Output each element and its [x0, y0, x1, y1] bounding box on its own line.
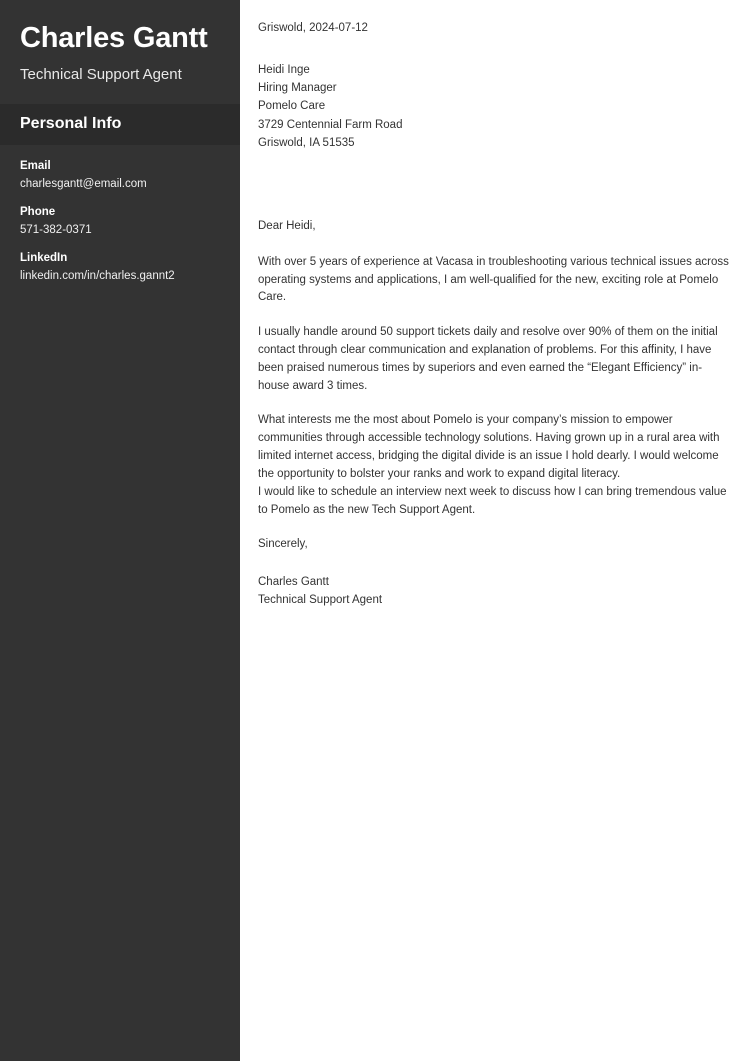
candidate-name: Charles Gantt — [20, 22, 208, 54]
sidebar-header — [0, 0, 240, 104]
signature-title: Technical Support Agent — [258, 594, 383, 607]
recipient-role: Hiring Manager — [258, 82, 337, 95]
contact-item-email — [20, 159, 220, 192]
phone-label: Phone — [20, 206, 56, 219]
place-and-date: Griswold, 2024-07-12 — [258, 22, 368, 34]
email-label: Email — [20, 160, 51, 173]
recipient-name: Heidi Inge — [258, 64, 310, 77]
salutation: Dear Heidi, — [258, 219, 316, 232]
linkedin-label: LinkedIn — [20, 252, 68, 265]
letter-paragraph-2: I usually handle around 50 support tickets daily and resolve over 90% of them on the initial contact through clear communication and explanation of problems. For this affinity, I have been praised numerous times by superiors and even earned the “Elegant Efficiency” in-house award 3 times. — [258, 326, 718, 392]
recipient-city-state-zip: Griswold, IA 51535 — [258, 136, 355, 149]
contact-item-phone — [20, 205, 220, 238]
spacer — [258, 37, 732, 61]
phone-value[interactable]: 571-382-0371 — [20, 224, 92, 237]
contact-list — [0, 145, 240, 284]
letter-body — [240, 0, 750, 1061]
letter-paragraph-3: What interests me the most about Pomelo is your company’s mission to empower communities through accessible technology solutions. Having grown up in a rural area with limited internet access, bridging the digital divide is an issue I hold dearly. I would welcome the opportunity to bolster your ranks and work to expand digital literacy. — [258, 414, 720, 480]
spacer — [258, 152, 732, 218]
letter-paragraph-4: I would like to schedule an interview next week to discuss how I can bring tremendous value to Pomelo as the new Tech Support Agent. — [258, 485, 727, 516]
linkedin-value[interactable]: linkedin.com/in/charles.gannt2 — [20, 270, 175, 283]
signature-name: Charles Gantt — [258, 576, 329, 589]
contact-item-linkedin — [20, 251, 220, 284]
letter-paragraph-1: With over 5 years of experience at Vacasa in troubleshooting various technical issues across operating systems and applications, I am well-qualified for the new, exciting role at Pomelo Care. — [258, 255, 729, 304]
recipient-street: 3729 Centennial Farm Road — [258, 118, 403, 131]
candidate-job-title: Technical Support Agent — [20, 66, 182, 84]
sidebar — [0, 0, 240, 1061]
personal-info-section-header — [0, 104, 240, 145]
personal-info-title: Personal Info — [20, 115, 122, 133]
email-value[interactable]: charlesgantt@email.com — [20, 178, 147, 191]
closing: Sincerely, — [258, 538, 308, 551]
recipient-block — [258, 61, 732, 152]
recipient-company: Pomelo Care — [258, 100, 326, 113]
